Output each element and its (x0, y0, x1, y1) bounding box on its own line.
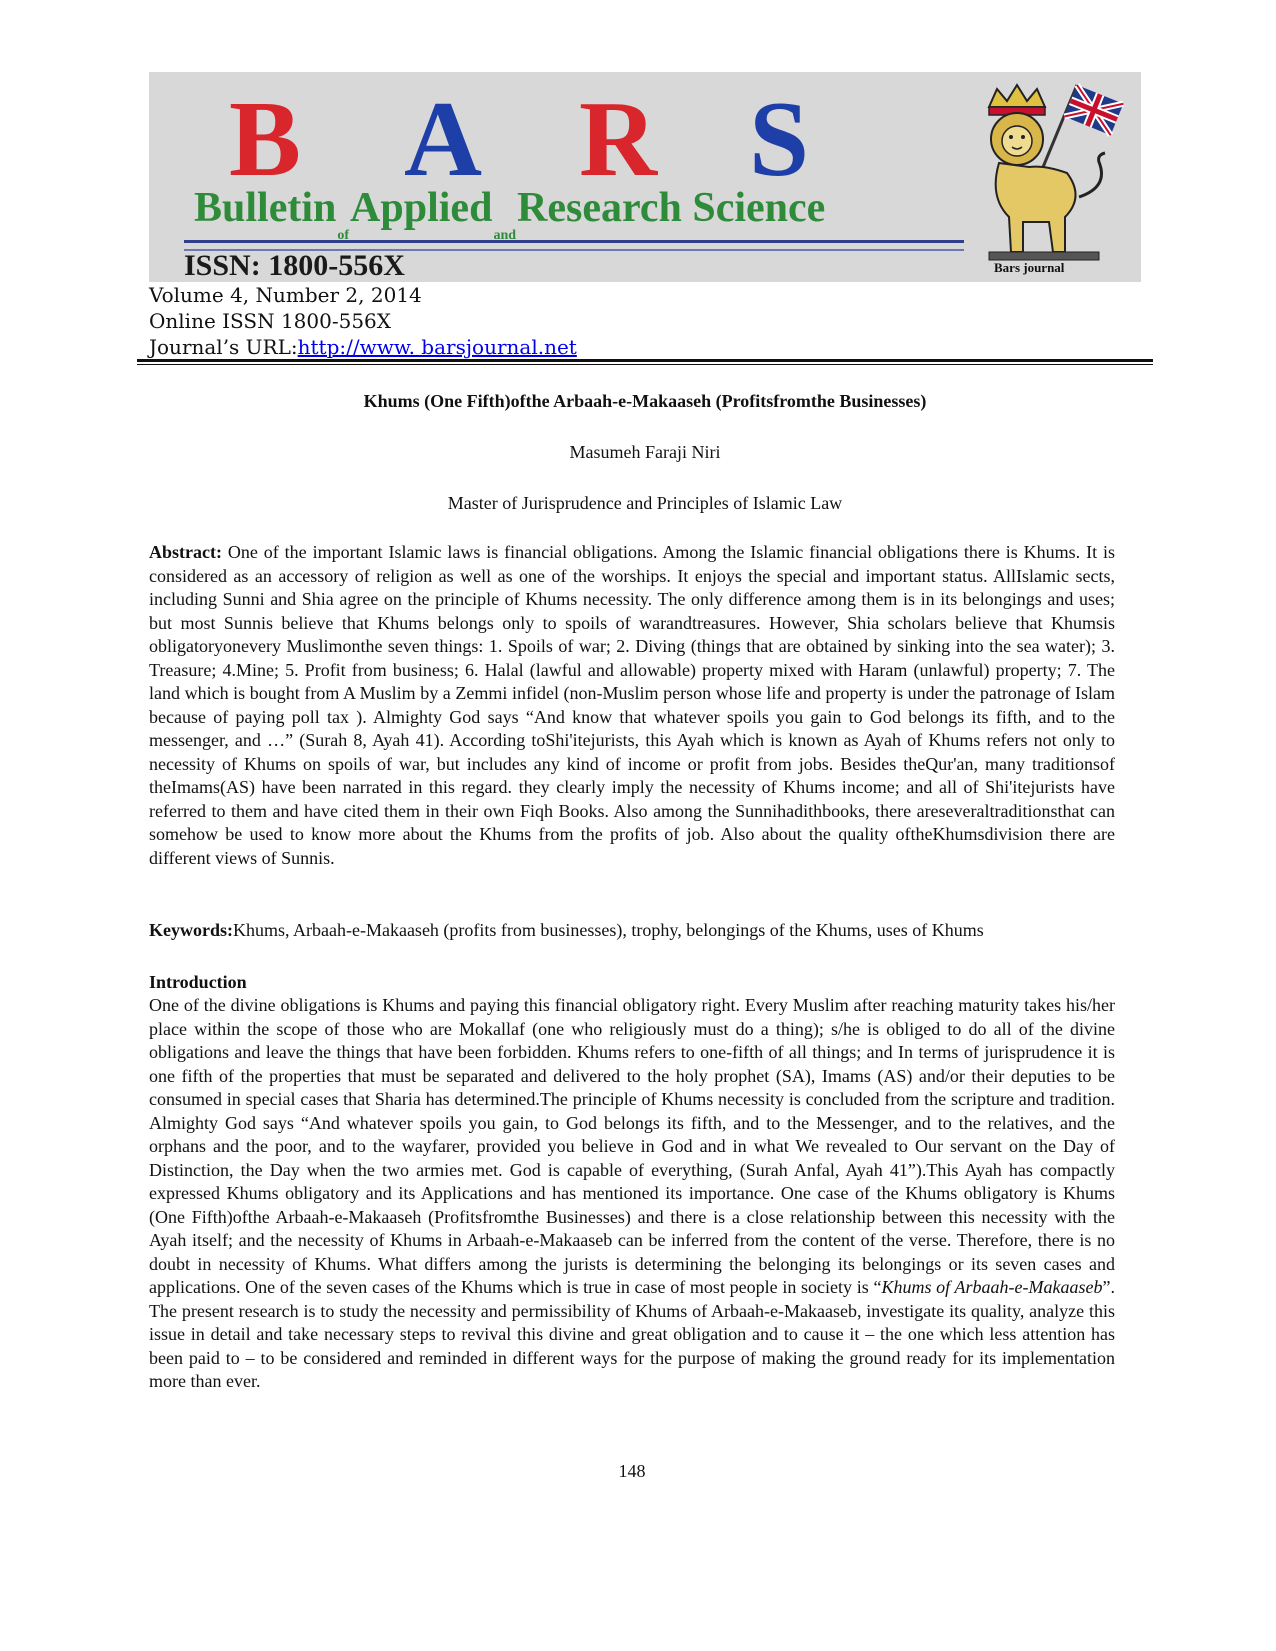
subtitle-research-science: Research Science (517, 185, 826, 231)
journal-info (149, 282, 577, 360)
url-label: Journal’s URL: (149, 335, 298, 359)
volume-line: Volume 4, Number 2, 2014 (149, 283, 422, 307)
logo-letter-b: B (229, 80, 302, 199)
introduction-paragraph (149, 994, 1115, 1394)
logo-letter-a: A (404, 80, 482, 199)
online-issn-line: Online ISSN 1800-556X (149, 309, 392, 333)
keywords (149, 919, 1115, 943)
article-title: Khums (One Fifth)ofthe Arbaah-e-Makaaseh (Profitsfromthe Businesses) (363, 391, 927, 411)
abstract (149, 541, 1115, 870)
lion-crest-icon (949, 77, 1134, 277)
journal-url-line (149, 334, 577, 360)
crest-caption: Bars journal (994, 260, 1065, 275)
intro-italic-term: Khums of Arbaah-e-Makaaseb (881, 1277, 1103, 1297)
subtitle-and: and (493, 228, 517, 243)
introduction-heading: Introduction (149, 972, 247, 992)
intro-text-part-1: One of the divine obligations is Khums and paying this financial obligatory right. Every Muslim after reaching maturity takes his/her place within the scope of those who are Mokallaf (one who religiously must do a thing); s/he is obliged to do all of the divine obligations and leave the things that have been forbidden. Khums refers to one-fifth of all things; and In terms of jurisprudence it is one fifth of the properties that must be separated and delivered to the holy prophet (SA), Imams (AS) and/or their deputies to be consumed in special cases that Sharia has determined.The principle of Khums necessity is concluded from the scripture and tradition. Almighty God says “And whatever spoils you gain, to God belongs its fifth, and to the Messenger, and to the relatives, and the orphans and the poor, and to the wayfarer, provided you believe in God and in what We revealed to Our servant on the Day of Distinction, the Day when the two armies met. God is capable of everything, (Surah Anfal, Ayah 41”).This Ayah has compactly expressed Khums obligatory and its Applications and has mentioned its importance. One case of the Khums obligatory is Khums (One Fifth)ofthe Arbaah-e-Makaaseh (Profitsfromthe Businesses) and there is a close relationship between this necessity with the Ayah itself; and the necessity of Khums in Arbaah-e-Makaaseb can be inferred from the content of the verse. Therefore, there is no doubt in necessity of Khums. What differs among the jurists is determining the belonging its belongings or its seven cases and applications. One of the seven cases of the Khums which is true in case of most people in society is “ (149, 995, 1115, 1297)
author-affiliation: Master of Jurisprudence and Principles of Islamic Law (447, 493, 843, 513)
abstract-text: One of the important Islamic laws is financial obligations. Among the Islamic financial obligations there is Khums. It is considered as an accessory of religion as well as one of the worships. It enjoys the special and important status. AllIslamic sects, including Sunni and Shia agree on the principle of Khums necessity. The only difference among them is in its belongings and uses; but most Sunnis believe that Khums belongs only to spoils of warandtreasures. However, Shia scholars believe that Khumsis obligatoryonevery Muslimonthe seven things: 1. Spoils of war; 2. Diving (things that are obtained by sinking into the sea water); 3. Treasure; 4.Mine; 5. Profit from business; 6. Halal (lawful and allowable) property mixed with Haram (unlawful) property; 7. The land which is bought from A Muslim by a Zemmi infidel (non-Muslim person whose life and property is under the patronage of Islam because of paying poll tax ). Almighty God says “And know that whatever spoils you gain to God belongs its fifth, and to the messenger, and …” (Surah 8, Ayah 41). According toShi'itejurists, this Ayah which is known as Ayah of Khums refers not only to necessity of Khums on spoils of war, but includes any kind of income or profit from jobs. Besides theQur'an, many traditionsof theImams(AS) have been narrated in this regard. they clearly imply the necessity of Khums income; and all of Shi'itejurists have referred to them and have cited them in their own Fiqh Books. Also among the Sunnihadithbooks, there areseveraltraditionsthat can somehow be used to know more about the Khums from the profits of job. Also about the quality oftheKhumsdivision there are different views of Sunnis. (149, 542, 1115, 868)
subtitle-of: of (337, 228, 350, 243)
keywords-text: Khums, Arbaah-e-Makaaseh (profits from businesses), trophy, belongings of the Khums, uses of Khums (233, 920, 984, 940)
logo-letter-r: R (579, 80, 657, 199)
abstract-label: Abstract: (149, 542, 222, 562)
journal-banner (149, 72, 1141, 282)
intro-text-part-2: ”. The present research is to study the necessity and permissibility of Khums of Arbaah-e-Makaaseb, investigate its quality, analyze this issue in detail and take necessary steps to revival this divine and great obligation and to cause it – the one which less attention has been paid to – to be considered and reminded in different ways for the purpose of making the ground ready for its implementation more than ever. (149, 1277, 1115, 1391)
subtitle-applied: Applied (350, 185, 493, 231)
banner-issn: ISSN: 1800-556X (184, 249, 405, 282)
page-number: 148 (618, 1461, 646, 1481)
logo-letter-s: S (749, 80, 810, 199)
keywords-label: Keywords: (149, 920, 233, 940)
article-author: Masumeh Faraji Niri (569, 442, 721, 462)
subtitle-bulletin: Bulletin (194, 185, 337, 231)
header-rule-thin (137, 364, 1153, 365)
bars-logo (229, 80, 869, 199)
header-rule-thick (137, 359, 1153, 362)
journal-url-link[interactable]: http://www. barsjournal.net (297, 335, 577, 359)
